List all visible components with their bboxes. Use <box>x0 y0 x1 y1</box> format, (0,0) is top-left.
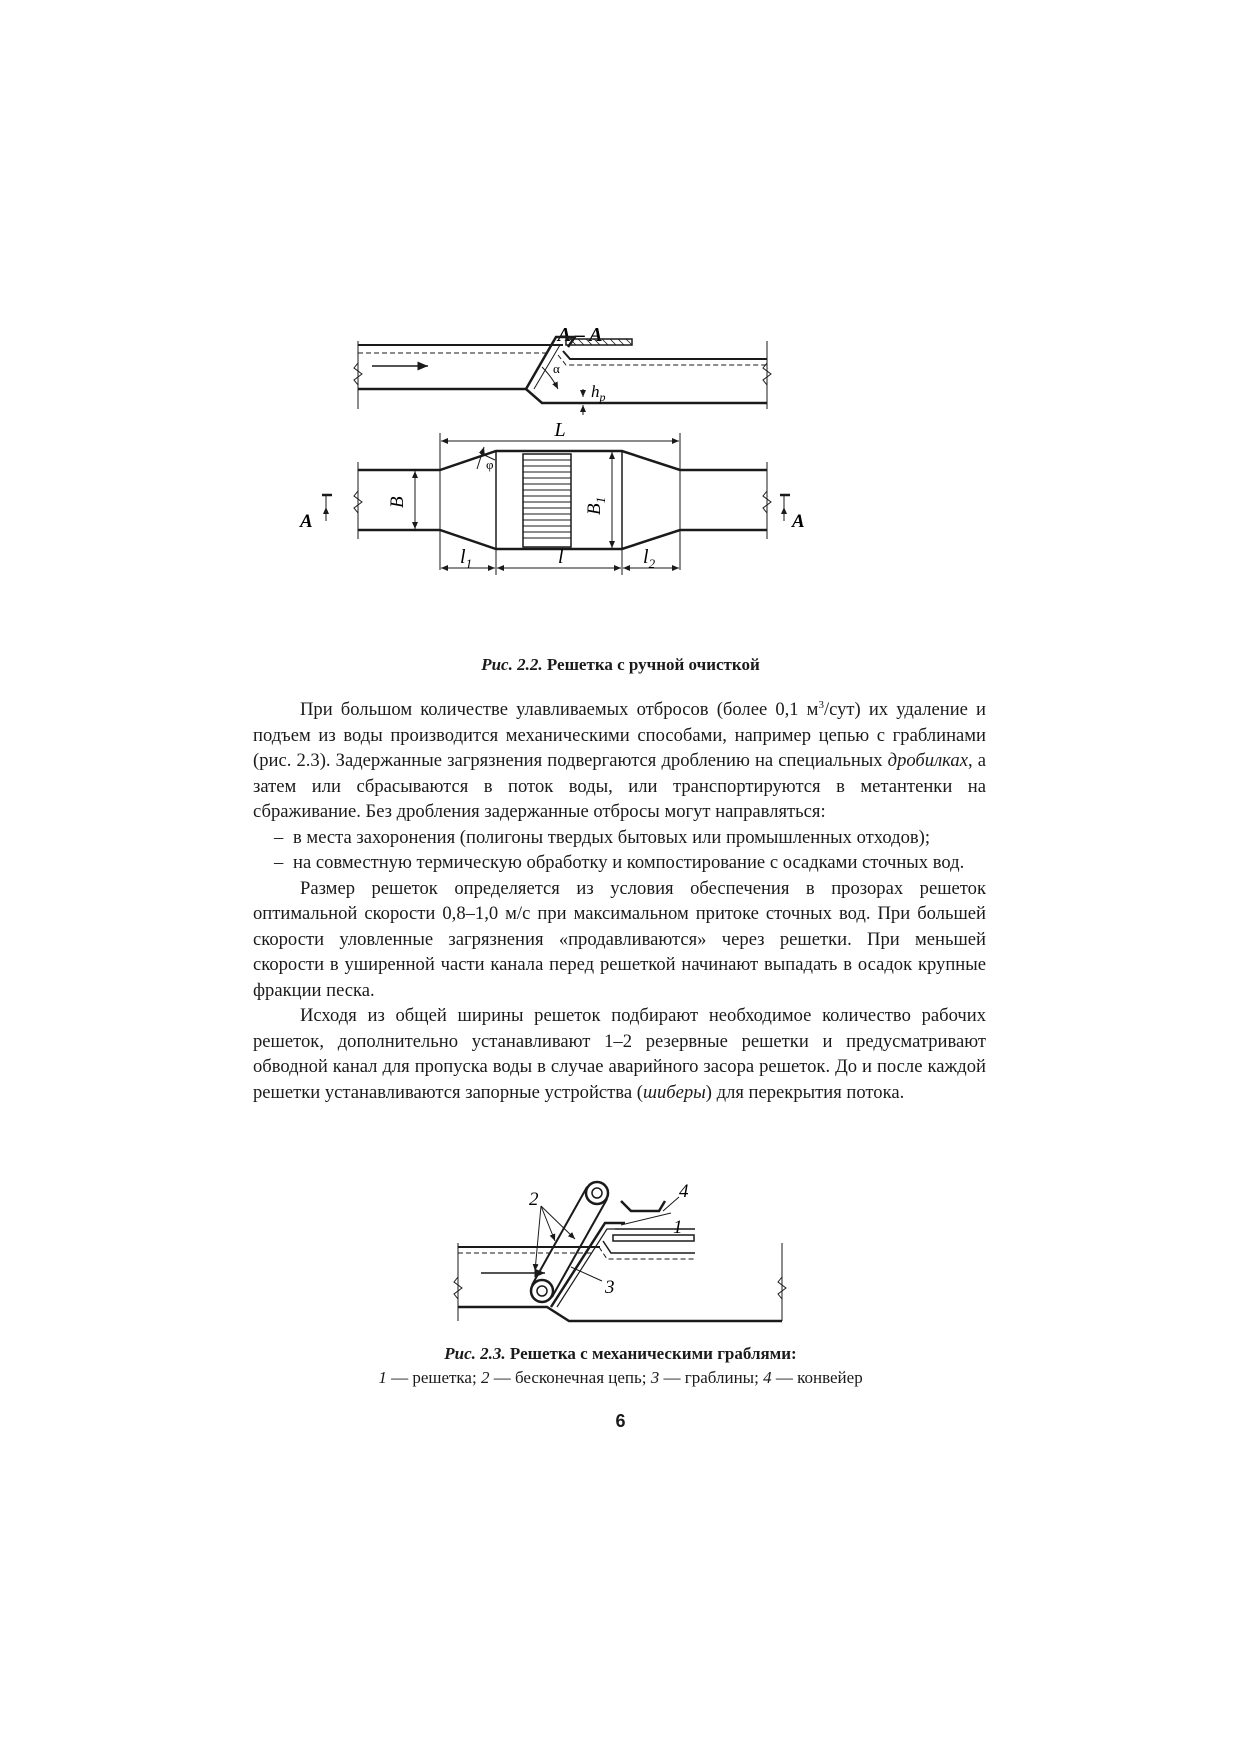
paragraph-2: Размер решеток определяется из условия обеспечения в прозорах решеток оптимальной скорости 0,8–1,0 м/с при максимальном притоке сточных вод. При большей скорости уловленные загрязнения «продавливаются» через решетки. При меньшей скорости в уширенной части канала перед решеткой начинают выпадать в осадок крупные фракции песка. <box>253 877 986 1001</box>
figure-2-2-caption-label: Рис. 2.2. <box>481 655 543 674</box>
section-marker-right: A <box>792 511 805 532</box>
alpha-label: α <box>553 361 560 376</box>
figure-2-3-caption-title: Рис. 2.3. Решетка с механическими граблями: <box>444 1344 797 1363</box>
paragraph-3: Исходя из общей ширины решеток подбирают необходимое количество рабочих решеток, дополнительно устанавливают 1–2 резервные решетки и предусматривают обводной канал для пропуска воды в случае аварийного засора решеток. До и после каждой решетки устанавливаются запорные устройства (шиберы) для перекрытия потока. <box>253 1005 986 1103</box>
dimension-label-B: B <box>387 496 408 508</box>
figure-2-3-diagram <box>455 1183 785 1341</box>
list-item: – в места захоронения (полигоны твердых бытовых или промышленных отходов); <box>274 826 931 848</box>
figure-2-2-caption-text: Решетка с ручной очисткой <box>542 655 760 674</box>
figure-2-3-caption <box>0 1342 1241 1390</box>
label-2: 2 <box>529 1189 539 1210</box>
dimension-label-l1: $l_1$ <box>460 546 473 571</box>
dimension-label-L: L <box>554 419 566 441</box>
page-number: 6 <box>615 1411 626 1431</box>
figure-2-3-legend: 1 — решетка; 2 — бесконечная цепь; 3 — граблины; 4 — конвейер <box>378 1368 863 1387</box>
figure-2-2-caption <box>0 655 1241 675</box>
figure-2-2-diagram <box>300 324 920 655</box>
phi-label: φ <box>486 457 494 472</box>
body-text <box>253 697 986 1105</box>
dimension-label-B1: $B_1$ <box>584 496 608 515</box>
list-item: – на совместную термическую обработку и компостирование с осадками сточных вод. <box>274 852 965 873</box>
label-4: 4 <box>679 1181 689 1202</box>
longitudinal-section <box>354 337 771 415</box>
dimension-label-l: l <box>558 546 564 568</box>
paragraph-1: При большом количестве улавливаемых отбросов (более 0,1 $м^3/сут$) их удаление и подъем из воды производится механическими способами, например цепью с граблинами (рис. 2.3). Задержанные загрязнения подвергаются дроблению на специальных дробилках, а затем или сбрасываются в поток воды, или транспортируются в метантенки на сбраживание. Без дробления задержанные отбросы могут направляться: <box>253 698 986 822</box>
dimension-label-l2: $l_2$ <box>643 546 656 571</box>
section-marker-left: A <box>300 511 313 532</box>
label-3: 3 <box>605 1277 615 1298</box>
section-label-a-a: A – A <box>557 324 603 346</box>
label-1: 1 <box>673 1217 683 1238</box>
hp-label: $h_p$ <box>591 382 606 404</box>
